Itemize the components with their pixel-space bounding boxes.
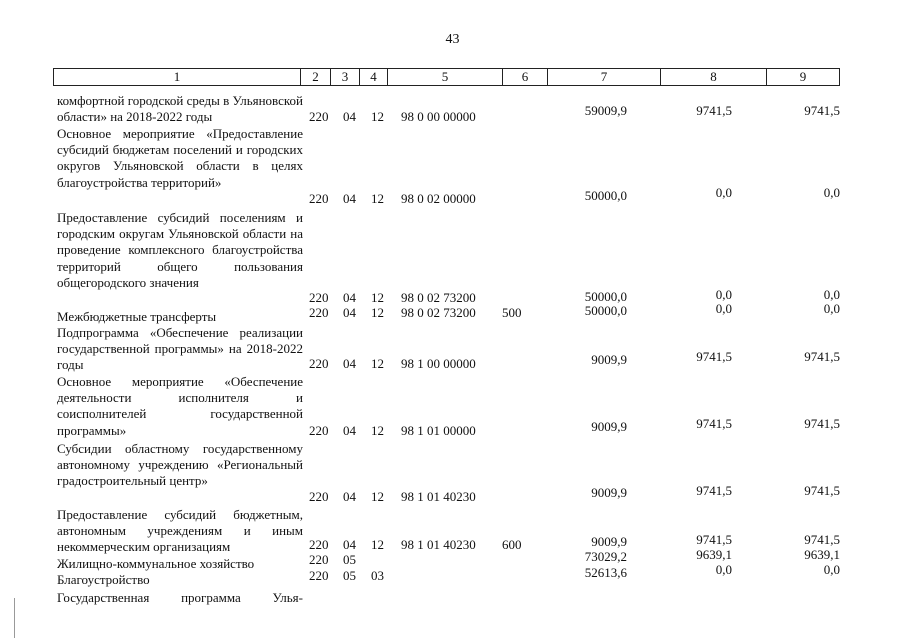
cell-col-5: 98 0 02 00000 [401, 191, 476, 206]
cell-col-7: 73029,2 [584, 549, 627, 564]
row-description: Основное мероприятие «Обеспечение деятельности исполнителя и соисполнителей государственной программы» [57, 374, 303, 438]
header-col-7: 7 [548, 69, 661, 85]
cell-col-2: 220 [309, 489, 329, 504]
cell-col-5: 98 1 01 40230 [401, 537, 476, 552]
cell-col-9: 9741,5 [804, 103, 840, 118]
cell-col-7: 59009,9 [584, 103, 627, 118]
cell-col-5: 98 1 01 00000 [401, 423, 476, 438]
header-col-5: 5 [388, 69, 503, 85]
cell-col-7: 9009,9 [591, 352, 627, 367]
cell-col-4: 12 [371, 109, 384, 124]
cell-col-5: 98 0 00 00000 [401, 109, 476, 124]
cell-col-3: 04 [343, 537, 356, 552]
cell-col-3: 04 [343, 191, 356, 206]
cell-col-9: 0,0 [823, 185, 840, 200]
cell-col-4: 12 [371, 537, 384, 552]
row-description: Подпрограмма «Обеспечение реализации государственной программы» на 2018-2022 годы [57, 325, 303, 373]
header-col-9: 9 [799, 69, 807, 84]
cell-col-3: 04 [343, 423, 356, 438]
cell-col-7: 50000,0 [584, 188, 627, 203]
cell-col-8: 0,0 [715, 562, 732, 577]
header-col-4: 4 [360, 69, 388, 85]
cell-col-3: 05 [343, 568, 356, 583]
header-col-8: 8 [661, 69, 767, 85]
row-description: Межбюджетные трансферты [57, 309, 217, 324]
cell-col-7: 50000,0 [584, 289, 627, 304]
cell-col-4: 12 [371, 423, 384, 438]
cell-col-7: 52613,6 [584, 565, 627, 580]
row-description: Благоустройство [57, 572, 150, 587]
cell-col-9: 9741,5 [804, 416, 840, 431]
row-description: Предоставление субсидий поселениям и городским округам Ульяновской области на проведение комплексного благоустройства территорий общего пользования общегородского значения [57, 210, 303, 290]
cell-col-3: 05 [343, 552, 356, 567]
cell-col-9: 0,0 [823, 562, 840, 577]
cell-col-9: 9741,5 [804, 483, 840, 498]
cell-col-8: 0,0 [715, 185, 732, 200]
cell-col-5: 98 1 01 40230 [401, 489, 476, 504]
header-col-6: 6 [503, 69, 548, 85]
cell-col-2: 220 [309, 356, 329, 371]
cell-col-4: 12 [371, 191, 384, 206]
cell-col-2: 220 [309, 552, 329, 567]
header-col-3: 3 [331, 69, 360, 85]
cell-col-7: 50000,0 [584, 303, 627, 318]
cell-col-8: 9639,1 [696, 547, 732, 562]
cell-col-2: 220 [309, 191, 329, 206]
cell-col-3: 04 [343, 356, 356, 371]
cell-col-7: 9009,9 [591, 485, 627, 500]
cell-col-4: 12 [371, 489, 384, 504]
row-description: Жилищно-коммунальное хозяйство [57, 556, 255, 571]
cell-col-9: 0,0 [823, 301, 840, 316]
cell-col-5: 98 0 02 73200 [401, 290, 476, 305]
cell-col-8: 0,0 [715, 301, 732, 316]
header-col-1: 1 [54, 69, 301, 85]
cell-col-9: 0,0 [823, 287, 840, 302]
table-header-row [53, 68, 840, 86]
cell-col-9: 9741,5 [804, 349, 840, 364]
cell-col-4: 03 [371, 568, 384, 583]
row-description: Субсидии областному государственному автономному учреждению «Региональный градостроительный центр» [57, 441, 303, 489]
cell-col-4: 12 [371, 290, 384, 305]
cell-col-3: 04 [343, 290, 356, 305]
cell-col-2: 220 [309, 305, 329, 320]
cell-col-8: 9741,5 [696, 416, 732, 431]
cell-col-3: 04 [343, 109, 356, 124]
cell-col-4: 12 [371, 305, 384, 320]
cell-col-6: 600 [502, 537, 522, 552]
cell-col-9: 9639,1 [804, 547, 840, 562]
cell-col-2: 220 [309, 109, 329, 124]
cell-col-7: 9009,9 [591, 534, 627, 549]
cell-col-2: 220 [309, 290, 329, 305]
cell-col-7: 9009,9 [591, 419, 627, 434]
cell-col-8: 9741,5 [696, 483, 732, 498]
cell-col-5: 98 1 00 00000 [401, 356, 476, 371]
cell-col-6: 500 [502, 305, 522, 320]
row-description: Государственная программа Улья- [57, 590, 303, 605]
cell-col-8: 9741,5 [696, 532, 732, 547]
cell-col-3: 04 [343, 305, 356, 320]
row-description: Основное мероприятие «Предоставление субсидий бюджетам поселений и городских округов Ульяновской области в целях благоустройства территорий» [57, 126, 303, 190]
cell-col-5: 98 0 02 73200 [401, 305, 476, 320]
row-description: комфортной городской среды в Ульяновской области» на 2018-2022 годы [57, 93, 304, 125]
cell-col-8: 0,0 [715, 287, 732, 302]
cell-col-8: 9741,5 [696, 349, 732, 364]
scan-margin-line [14, 598, 15, 638]
cell-col-2: 220 [309, 568, 329, 583]
header-col-2: 2 [301, 69, 331, 85]
page-number: 43 [445, 32, 460, 47]
cell-col-9: 9741,5 [804, 532, 840, 547]
cell-col-8: 9741,5 [696, 103, 732, 118]
row-description: Предоставление субсидий бюджетным, автономным учреждениям и иным некоммерческим организациям [57, 507, 303, 555]
cell-col-4: 12 [371, 356, 384, 371]
cell-col-2: 220 [309, 423, 329, 438]
cell-col-3: 04 [343, 489, 356, 504]
cell-col-2: 220 [309, 537, 329, 552]
